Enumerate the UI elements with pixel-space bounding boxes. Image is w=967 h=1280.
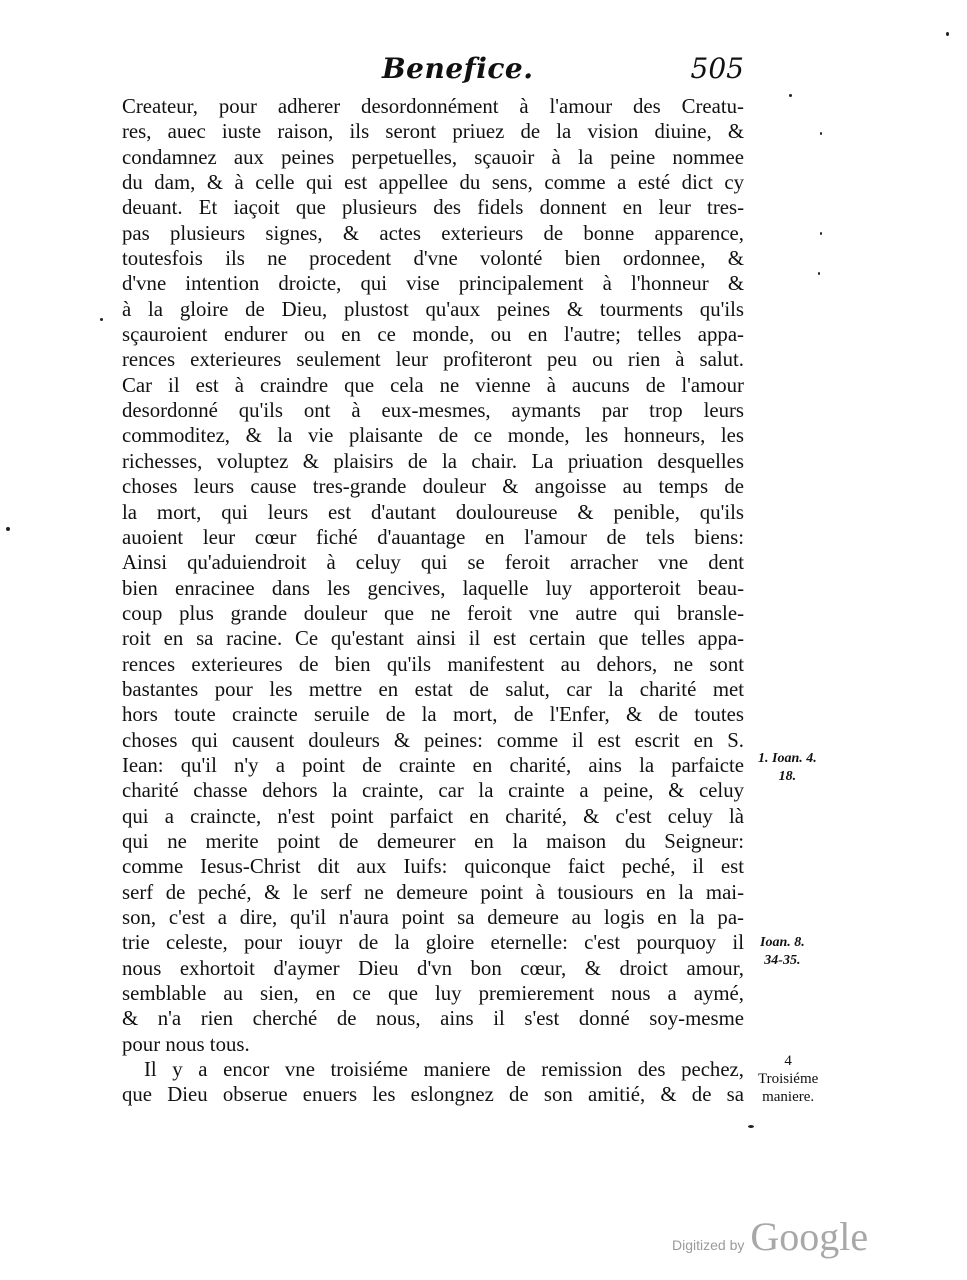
text-line: bastantes pour les mettre en estat de salut, car la charité met <box>122 677 744 701</box>
text-line: comme Iesus-Christ dit aux Iuifs: quiconque faict peché, il est <box>122 855 744 879</box>
text-line: & n'a rien cherché de nous, ains il s'est donné soy-mesme <box>122 1007 744 1031</box>
text-line: condamnez aux peines perpetuelles, sçauoir à la peine nommee <box>122 145 744 169</box>
margin-note-number: 4 <box>784 1053 792 1069</box>
text-line: deuant. Et iaçoit que plusieurs des fidels donnent en leur tres- <box>122 196 744 220</box>
scan-speck <box>820 232 822 235</box>
text-line: d'vne intention droicte, qui vise principalement à l'honneur & <box>122 272 744 296</box>
scan-speck <box>818 272 820 275</box>
scan-speck <box>789 94 792 97</box>
text-line: qui a craincte, n'est point parfaict en charité, & c'est celuy là <box>122 804 744 828</box>
text-line: res, auec iuste raison, ils seront priuez de la vision diuine, & <box>122 120 744 144</box>
text-line: desordonné qu'ils ont à eux-mesmes, aymants par trop leurs <box>122 399 744 423</box>
text-line: nous exhortoit d'aymer Dieu d'vn bon cœur, & droict amour, <box>122 956 744 980</box>
scan-speck <box>748 1125 754 1128</box>
paragraph-start-line: Il y a encor vne troisiéme maniere de remission des pechez, <box>144 1058 744 1082</box>
text-line: la mort, qui leurs est d'autant douloureuse & penible, qu'ils <box>122 500 744 524</box>
text-line: hors toute craincte seruile de la mort, de l'Enfer, & de toutes <box>122 703 744 727</box>
margin-note-troisieme-maniere <box>758 1052 818 1106</box>
margin-note-ioan-4-18 <box>758 750 817 786</box>
margin-note-reference: Ioan. 8. <box>760 935 805 950</box>
text-line: Createur, pour adherer desordonnément à l'amour des Creatu- <box>122 95 744 118</box>
text-line: semblable au sien, en ce que luy premierement nous a aymé, <box>122 982 744 1006</box>
text-line: qui ne merite point de demeurer en la maison du Seigneur: <box>122 829 744 853</box>
margin-note-heading: Troisiéme <box>758 1071 819 1087</box>
text-line: sçauroient endurer ou en ce monde, ou en l'autre; telles appa- <box>122 323 744 347</box>
text-line: rences exterieures de bien qu'ils manifestent au dehors, ne sont <box>122 652 744 676</box>
digitized-by-label: Digitized by <box>672 1237 745 1253</box>
body-text <box>122 94 744 1108</box>
text-line: choses leurs cause tres-grande douleur & angoisse au temps de <box>122 475 744 499</box>
text-line: serf de peché, & le serf ne demeure point à tousiours en la mai- <box>122 880 744 904</box>
text-line: son, c'est a dire, qu'il n'aura point sa demeure au logis en la pa- <box>122 906 744 929</box>
page-number: 505 <box>690 52 744 85</box>
margin-note-verse: 34-35. <box>764 953 801 968</box>
text-line: commoditez, & la vie plaisante de ce monde, les honneurs, les <box>122 424 744 448</box>
text-line: choses qui causent douleurs & peines: comme il est escrit en S. <box>122 728 744 752</box>
page-header <box>122 52 744 92</box>
scan-speck <box>100 318 103 321</box>
text-line: charité chasse dehors la crainte, car la crainte a peine, & celuy <box>122 779 744 803</box>
margin-note-reference: 1. Ioan. 4. <box>758 751 817 766</box>
text-line: roit en sa racine. Ce qu'estant ainsi il est certain que telles appa- <box>122 627 744 651</box>
text-line: Car il est à craindre que cela ne vienne à aucuns de l'amour <box>122 373 744 397</box>
text-line: trie celeste, pour iouyr de la gloire eternelle: c'est pourquoy il <box>122 931 744 955</box>
google-logo: Google <box>750 1214 869 1259</box>
text-line: à la gloire de Dieu, plustost qu'aux peines & tourments qu'ils <box>122 297 744 321</box>
running-title: Benefice. <box>382 52 534 85</box>
text-line: rences exterieures seulement leur profiteront peu ou rien à salut. <box>122 348 744 372</box>
text-line: coup plus grande douleur que ne feroit vne autre qui bransle- <box>122 601 744 625</box>
margin-note-ioan-8-34 <box>760 934 805 970</box>
scan-speck <box>820 132 822 135</box>
text-line: bien enracinee dans les gencives, laquelle luy apporteroit beau- <box>122 576 744 600</box>
scan-speck <box>946 32 949 36</box>
margin-note-verse: 18. <box>778 769 797 784</box>
text-line: toutesfois ils ne procedent d'vne volonté bien ordonnee, & <box>122 247 744 271</box>
text-line: richesses, voluptez & plaisirs de la chair. La priuation desquelles <box>122 449 744 473</box>
paragraph-end-line: pour nous tous. <box>122 1032 250 1056</box>
scan-speck <box>6 527 10 531</box>
text-line: du dam, & à celle qui est appellee du sens, comme a esté dict cy <box>122 171 744 195</box>
text-line: auoient leur cœur fiché d'auantage en l'amour de tels biens: <box>122 525 744 549</box>
margin-note-heading-cont: maniere. <box>762 1089 815 1105</box>
digitized-watermark <box>672 1213 868 1263</box>
text-line: pas plusieurs signes, & actes exterieurs de bonne apparence, <box>122 221 744 245</box>
text-line: Ainsi qu'aduiendroit à celuy qui se feroit arracher vne dent <box>122 551 744 575</box>
text-line: que Dieu obserue enuers les eslongnez de son amitié, & de sa <box>122 1083 744 1107</box>
text-line: Iean: qu'il n'y a point de crainte en charité, ains la parfaicte <box>122 753 744 777</box>
